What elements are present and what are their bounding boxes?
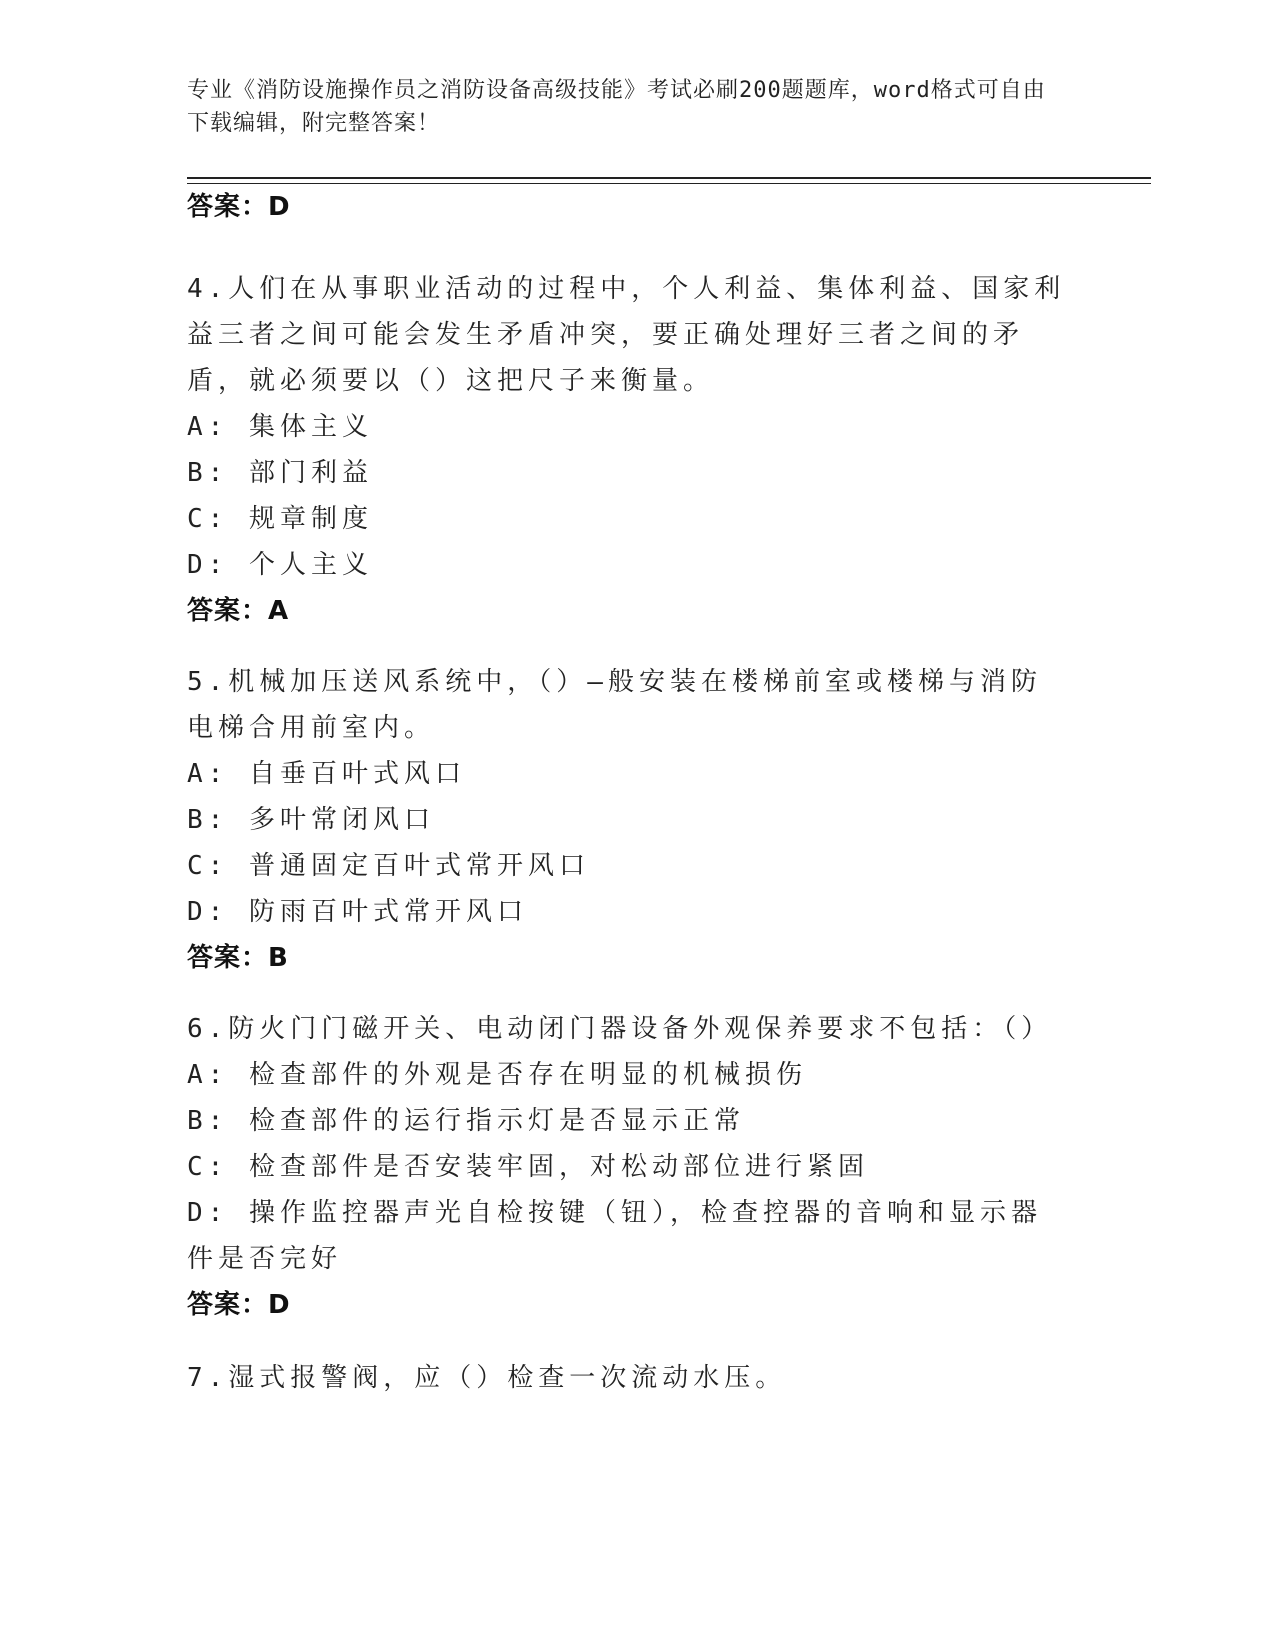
option-a: A: 集体主义 <box>187 412 373 442</box>
previous-question-answer: 答案：D <box>187 192 291 222</box>
question-stem: 7.湿式报警阀，应（）检查一次流动水压。 <box>187 1363 787 1393</box>
question-6 <box>187 1006 1067 1328</box>
option-b: B: 检查部件的运行指示灯是否显示正常 <box>187 1106 745 1136</box>
option-c: C: 普通固定百叶式常开风口 <box>187 851 590 881</box>
header-rule-thick <box>187 177 1151 179</box>
document-header: 专业《消防设施操作员之消防设备高级技能》考试必刷200题题库，word格式可自由下载编辑，附完整答案！ <box>187 78 1046 136</box>
question-answer: 答案：A <box>187 596 290 626</box>
option-b: B: 多叶常闭风口 <box>187 805 435 835</box>
header-rule-thin <box>187 183 1151 184</box>
option-c: C: 规章制度 <box>187 504 373 534</box>
question-4 <box>187 266 1067 634</box>
option-b: B: 部门利益 <box>187 458 373 488</box>
option-d: D: 个人主义 <box>187 550 373 580</box>
option-c: C: 检查部件是否安装牢固，对松动部位进行紧固 <box>187 1152 869 1182</box>
question-stem: 4.人们在从事职业活动的过程中，个人利益、集体利益、国家利益三者之间可能会发生矛盾冲突，要正确处理好三者之间的矛盾，就必须要以（）这把尺子来衡量。 <box>187 274 1066 396</box>
option-a: A: 检查部件的外观是否存在明显的机械损伤 <box>187 1060 807 1090</box>
question-stem: 6.防火门门磁开关、电动闭门器设备外观保养要求不包括：（） <box>187 1014 1053 1044</box>
question-7 <box>187 1355 1067 1401</box>
question-stem: 5.机械加压送风系统中，（）—般安装在楼梯前室或楼梯与消防电梯合用前室内。 <box>187 667 1042 743</box>
question-5 <box>187 659 1067 981</box>
question-answer: 答案：D <box>187 1290 291 1320</box>
option-d: D: 防雨百叶式常开风口 <box>187 897 528 927</box>
question-answer: 答案：B <box>187 943 289 973</box>
option-a: A: 自垂百叶式风口 <box>187 759 466 789</box>
option-d: D: 操作监控器声光自检按键（钮），检查控器的音响和显示器件是否完好 <box>187 1198 1042 1274</box>
